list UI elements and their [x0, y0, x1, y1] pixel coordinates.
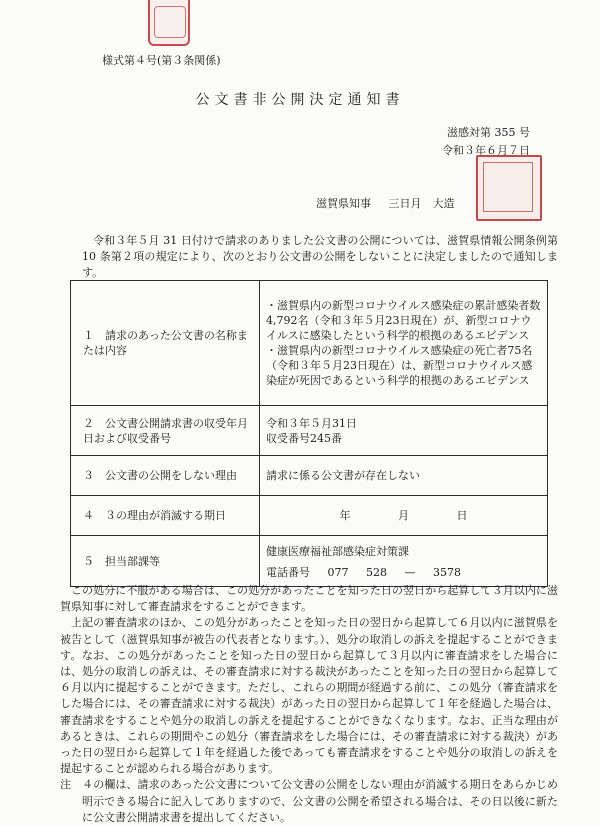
issuer-name: 三日月 大造 [388, 197, 455, 210]
requested-item: ・滋賀県内の新型コロナウイルス感染症の累計感染者数4,792名（令和３年５月23日現在）が、新型コロナウイルスに感染したという科学的根拠のあるエビデンス [266, 299, 541, 342]
table-row [71, 281, 548, 406]
issuer [316, 195, 469, 211]
reference-number: 滋感対第 355 号 [447, 126, 530, 139]
day-label: 日 [456, 509, 468, 522]
issuer-title: 滋賀県知事 [316, 197, 371, 210]
row-label: ２ 公文書公開請求書の収受年月日および収受番号 [71, 406, 260, 456]
appeal-note: この処分に不服がある場合は、この処分があったことを知った日の翌日から起算して３月以内に滋賀県知事に対して審査請求をすることができます。 [60, 584, 558, 614]
document-title: 公文書非公開決定通知書 [195, 92, 405, 108]
row-label: ５ 担当部課等 [71, 536, 260, 587]
table-row [71, 496, 548, 536]
phone-area: 077 [327, 566, 349, 579]
form-number: 様式第４号(第３条関係) [102, 54, 221, 67]
row-content [260, 281, 548, 406]
receipt-date: 令和３年５月31日 [266, 416, 357, 430]
year-label: 年 [339, 509, 351, 522]
row-content [260, 406, 548, 456]
row-label: １ 請求のあった公文書の名称または内容 [71, 281, 260, 406]
phone-line-number: 3578 [433, 566, 461, 579]
table-row [71, 406, 548, 456]
department-name: 健康医療福祉部感染症対策課 [266, 545, 409, 558]
intro-paragraph: 令和３年５月 31 日付けで請求のありました公文書の公開については、滋賀県情報公開条例第 10 条第２項の規定により、次のとおり公文書の公開をしないことに決定しましたので通知します。 [82, 234, 558, 279]
nondisclosure-reason: 請求に係る公文書が存在しない [260, 456, 548, 496]
seal-inner-mark [154, 6, 186, 38]
receipt-number: 収受番号245番 [266, 431, 342, 445]
row-label: ３ 公文書の公開をしない理由 [71, 456, 260, 496]
table-row [71, 536, 548, 587]
footnote: 注 ４の欄は、請求のあった公文書について公文書の公開をしない理由が消滅する期日をあらかじめ明示できる場合に記入してありますので、公文書の公開を希望される場合は、その日以後に新たに公文書公開請求書を提出してください。 [60, 778, 558, 824]
phone-prefix: 528 [366, 566, 387, 579]
expiry-date-blank [260, 496, 548, 536]
lawsuit-note: 上記の審査請求のほか、この処分があったことを知った日の翌日から起算して６月以内に滋賀県を被告として（滋賀県知事が被告の代表者となります。）、処分の取消しの訴えを提起することができます。なお、この処分があったことを知った日の翌日から起算して３月以内に審査請求をした場合には、処分の取消しの訴えは、その審査請求に対する裁決があったことを知った日の翌日から起算して６月以内に提起することができます。ただし、これらの期間が経過する前に、この処分（審査請求をした場合には、その審査請求に対する裁決）があった日の翌日から起算して１年を経過した場合は、審査請求をすることや処分の取消しの訴えを提起することができなくなります。なお、正当な理由があるときは、これらの期間やこの処分（審査請求をした場合には、その審査請求に対する裁決）があった日の翌日から起算して１年を経過した後であっても審査請求をすることや処分の取消しの訴えを提起することが認められる場合があります。 [60, 616, 558, 776]
requested-item: ・滋賀県内の新型コロナウイルス感染症の死亡者75名（令和３年５月23日現在）は、新型コロナウイルス感染症が死因であるという科学的根拠のあるエビデンス [266, 344, 533, 387]
phone-dash: — [404, 566, 416, 579]
phone-label: 電話番号 [266, 566, 310, 579]
top-seal-stamp [148, 0, 190, 46]
issue-date: 令和３年６月７日 [442, 144, 530, 157]
month-label: 月 [398, 509, 409, 522]
table-row [71, 456, 548, 496]
decision-table [70, 280, 548, 587]
prefecture-seal [476, 155, 542, 221]
phone-line [266, 565, 541, 580]
row-label: ４ ３の理由が消滅する期日 [71, 496, 260, 536]
prefecture-seal-inner [483, 162, 533, 212]
notes-section [60, 583, 558, 826]
department-contact [260, 536, 548, 587]
